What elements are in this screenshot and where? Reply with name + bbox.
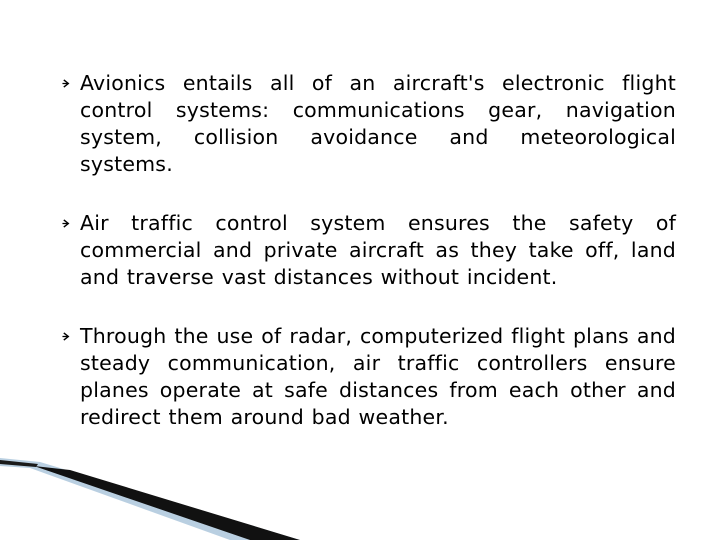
bullet-text: Air traffic control system ensures the safety of commercial and private aircraft as they take off, land and traverse vast distances without incident.	[80, 211, 676, 289]
decorative-swoosh	[0, 440, 300, 540]
arrow-right-icon	[62, 332, 71, 341]
arrow-right-icon	[62, 79, 71, 88]
bullet-text: Through the use of radar, computerized flight plans and steady communication, air traffic controllers ensure planes operate at safe distances from each other and redirect them around bad weather.	[80, 324, 676, 429]
bullet-list	[62, 70, 676, 463]
bullet-item	[62, 210, 676, 291]
bullet-text: Avionics entails all of an aircraft's electronic flight control systems: communications gear, navigation system, collision avoidance and meteorological systems.	[80, 71, 676, 176]
bullet-item	[62, 70, 676, 178]
arrow-right-icon	[62, 219, 71, 228]
bullet-item	[62, 323, 676, 431]
